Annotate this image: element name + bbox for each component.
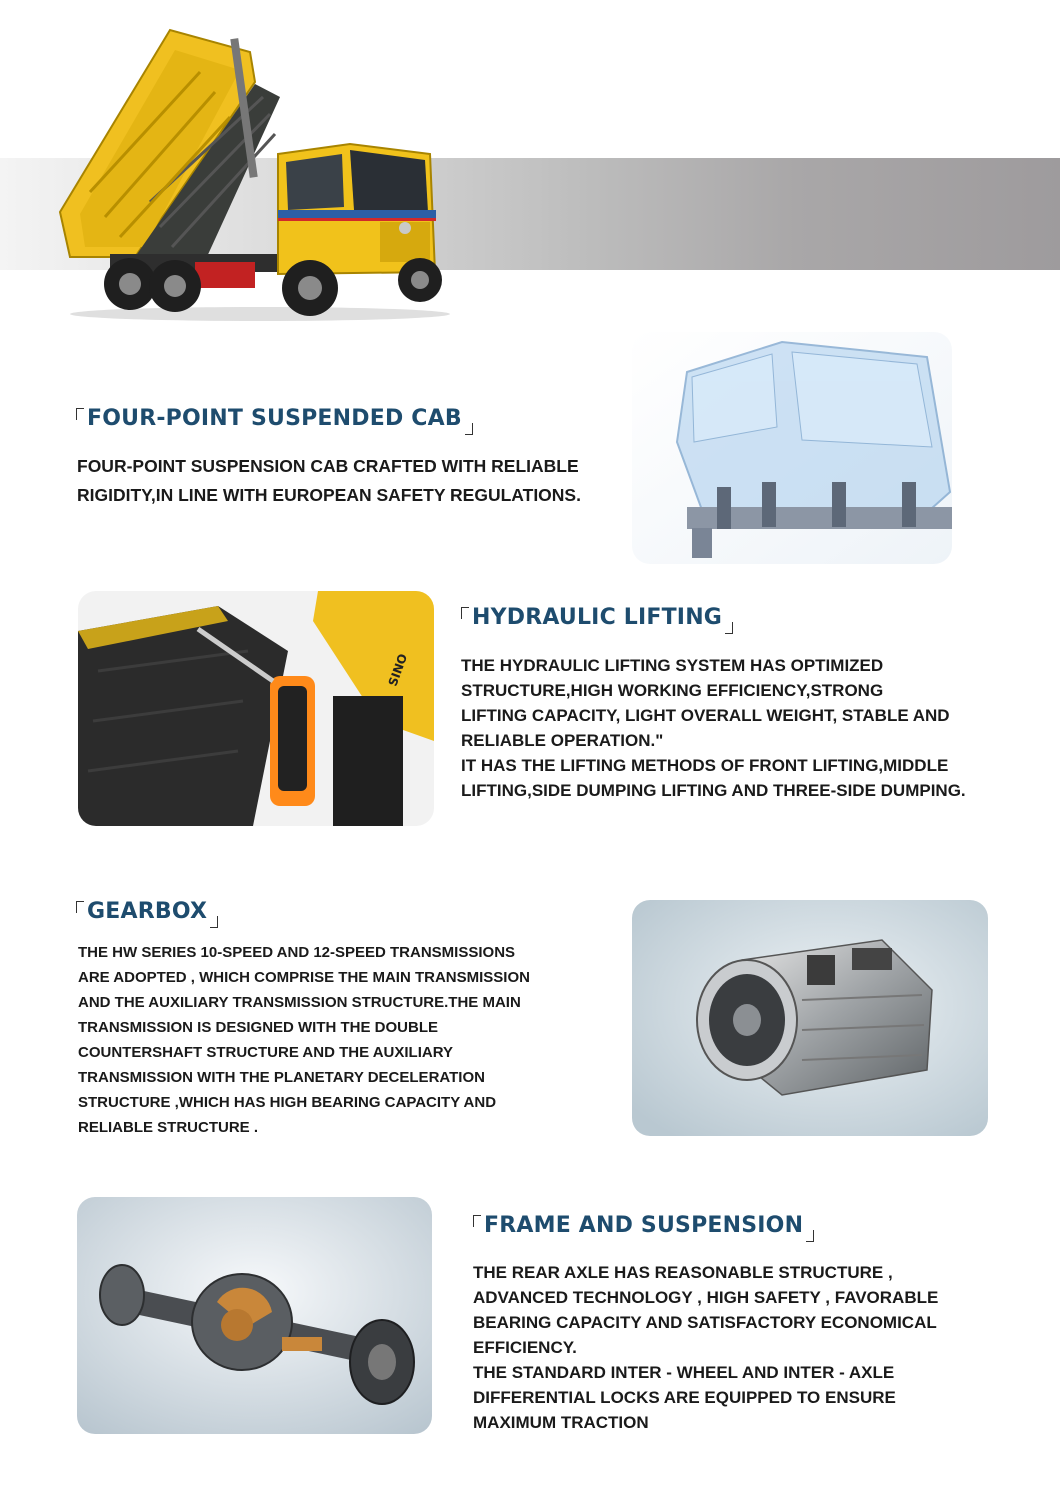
section-gearbox-title: GEARBOX [76, 899, 218, 924]
text-line: TRANSMISSION WITH THE PLANETARY DECELERATION [78, 1069, 485, 1086]
section-gearbox-text [78, 940, 530, 1140]
text-line: EFFICIENCY. [473, 1338, 577, 1357]
text-line: BEARING CAPACITY AND SATISFACTORY ECONOMICAL [473, 1313, 937, 1332]
bracket-open-icon [473, 1215, 481, 1227]
text-line: RELIABLE STRUCTURE . [78, 1119, 258, 1136]
section-hydraulic-text [461, 653, 966, 803]
text-line: LIFTING CAPACITY, LIGHT OVERALL WEIGHT, STABLE AND [461, 706, 950, 725]
text-line: THE HYDRAULIC LIFTING SYSTEM HAS OPTIMIZED [461, 656, 884, 675]
text-line: THE REAR AXLE HAS REASONABLE STRUCTURE , [473, 1263, 893, 1282]
bracket-open-icon [76, 408, 84, 420]
gearbox-image [632, 900, 988, 1136]
text-line: RIGIDITY,IN LINE WITH EUROPEAN SAFETY REGULATIONS. [77, 485, 581, 505]
text-line: ADVANCED TECHNOLOGY , HIGH SAFETY , FAVORABLE [473, 1288, 939, 1307]
text-line: AND THE AUXILIARY TRANSMISSION STRUCTURE.THE MAIN [78, 994, 521, 1011]
section-frame-text [473, 1260, 938, 1435]
cab-frame-image [632, 332, 952, 564]
text-line: STRUCTURE ,WHICH HAS HIGH BEARING CAPACITY AND [78, 1094, 497, 1111]
section-frame-title: FRAME AND SUSPENSION [473, 1213, 814, 1238]
bracket-open-icon [461, 607, 469, 619]
text-line: TRANSMISSION IS DESIGNED WITH THE DOUBLE [78, 1019, 439, 1036]
svg-text:SINO: SINO [385, 651, 411, 689]
text-line: ARE ADOPTED , WHICH COMPRISE THE MAIN TRANSMISSION [78, 969, 530, 986]
text-line: COUNTERSHAFT STRUCTURE AND THE AUXILIARY [78, 1044, 453, 1061]
section-cab-text [77, 452, 581, 510]
text-line: RELIABLE OPERATION." [461, 731, 664, 750]
text-line: THE STANDARD INTER - WHEEL AND INTER - AXLE [473, 1363, 895, 1382]
rear-axle-image [77, 1197, 432, 1434]
hydraulic-cylinder-image [78, 591, 434, 826]
text-line: DIFFERENTIAL LOCKS ARE EQUIPPED TO ENSURE [473, 1388, 896, 1407]
text-line: STRUCTURE,HIGH WORKING EFFICIENCY,STRONG [461, 681, 884, 700]
section-cab-title: FOUR-POINT SUSPENDED CAB [76, 406, 473, 431]
bracket-close-icon [725, 622, 733, 634]
text-line: MAXIMUM TRACTION [473, 1413, 649, 1432]
bracket-open-icon [76, 901, 84, 913]
bracket-close-icon [210, 916, 218, 928]
text-line: FOUR-POINT SUSPENSION CAB CRAFTED WITH RELIABLE [77, 456, 579, 476]
text-line: THE HW SERIES 10-SPEED AND 12-SPEED TRANSMISSIONS [78, 944, 516, 961]
section-hydraulic-title: HYDRAULIC LIFTING [461, 605, 733, 630]
bracket-close-icon [806, 1230, 814, 1242]
text-line: LIFTING,SIDE DUMPING LIFTING AND THREE-SIDE DUMPING. [461, 781, 966, 800]
bracket-close-icon [465, 423, 473, 435]
text-line: IT HAS THE LIFTING METHODS OF FRONT LIFTING,MIDDLE [461, 756, 949, 775]
dump-truck-image [50, 22, 450, 322]
